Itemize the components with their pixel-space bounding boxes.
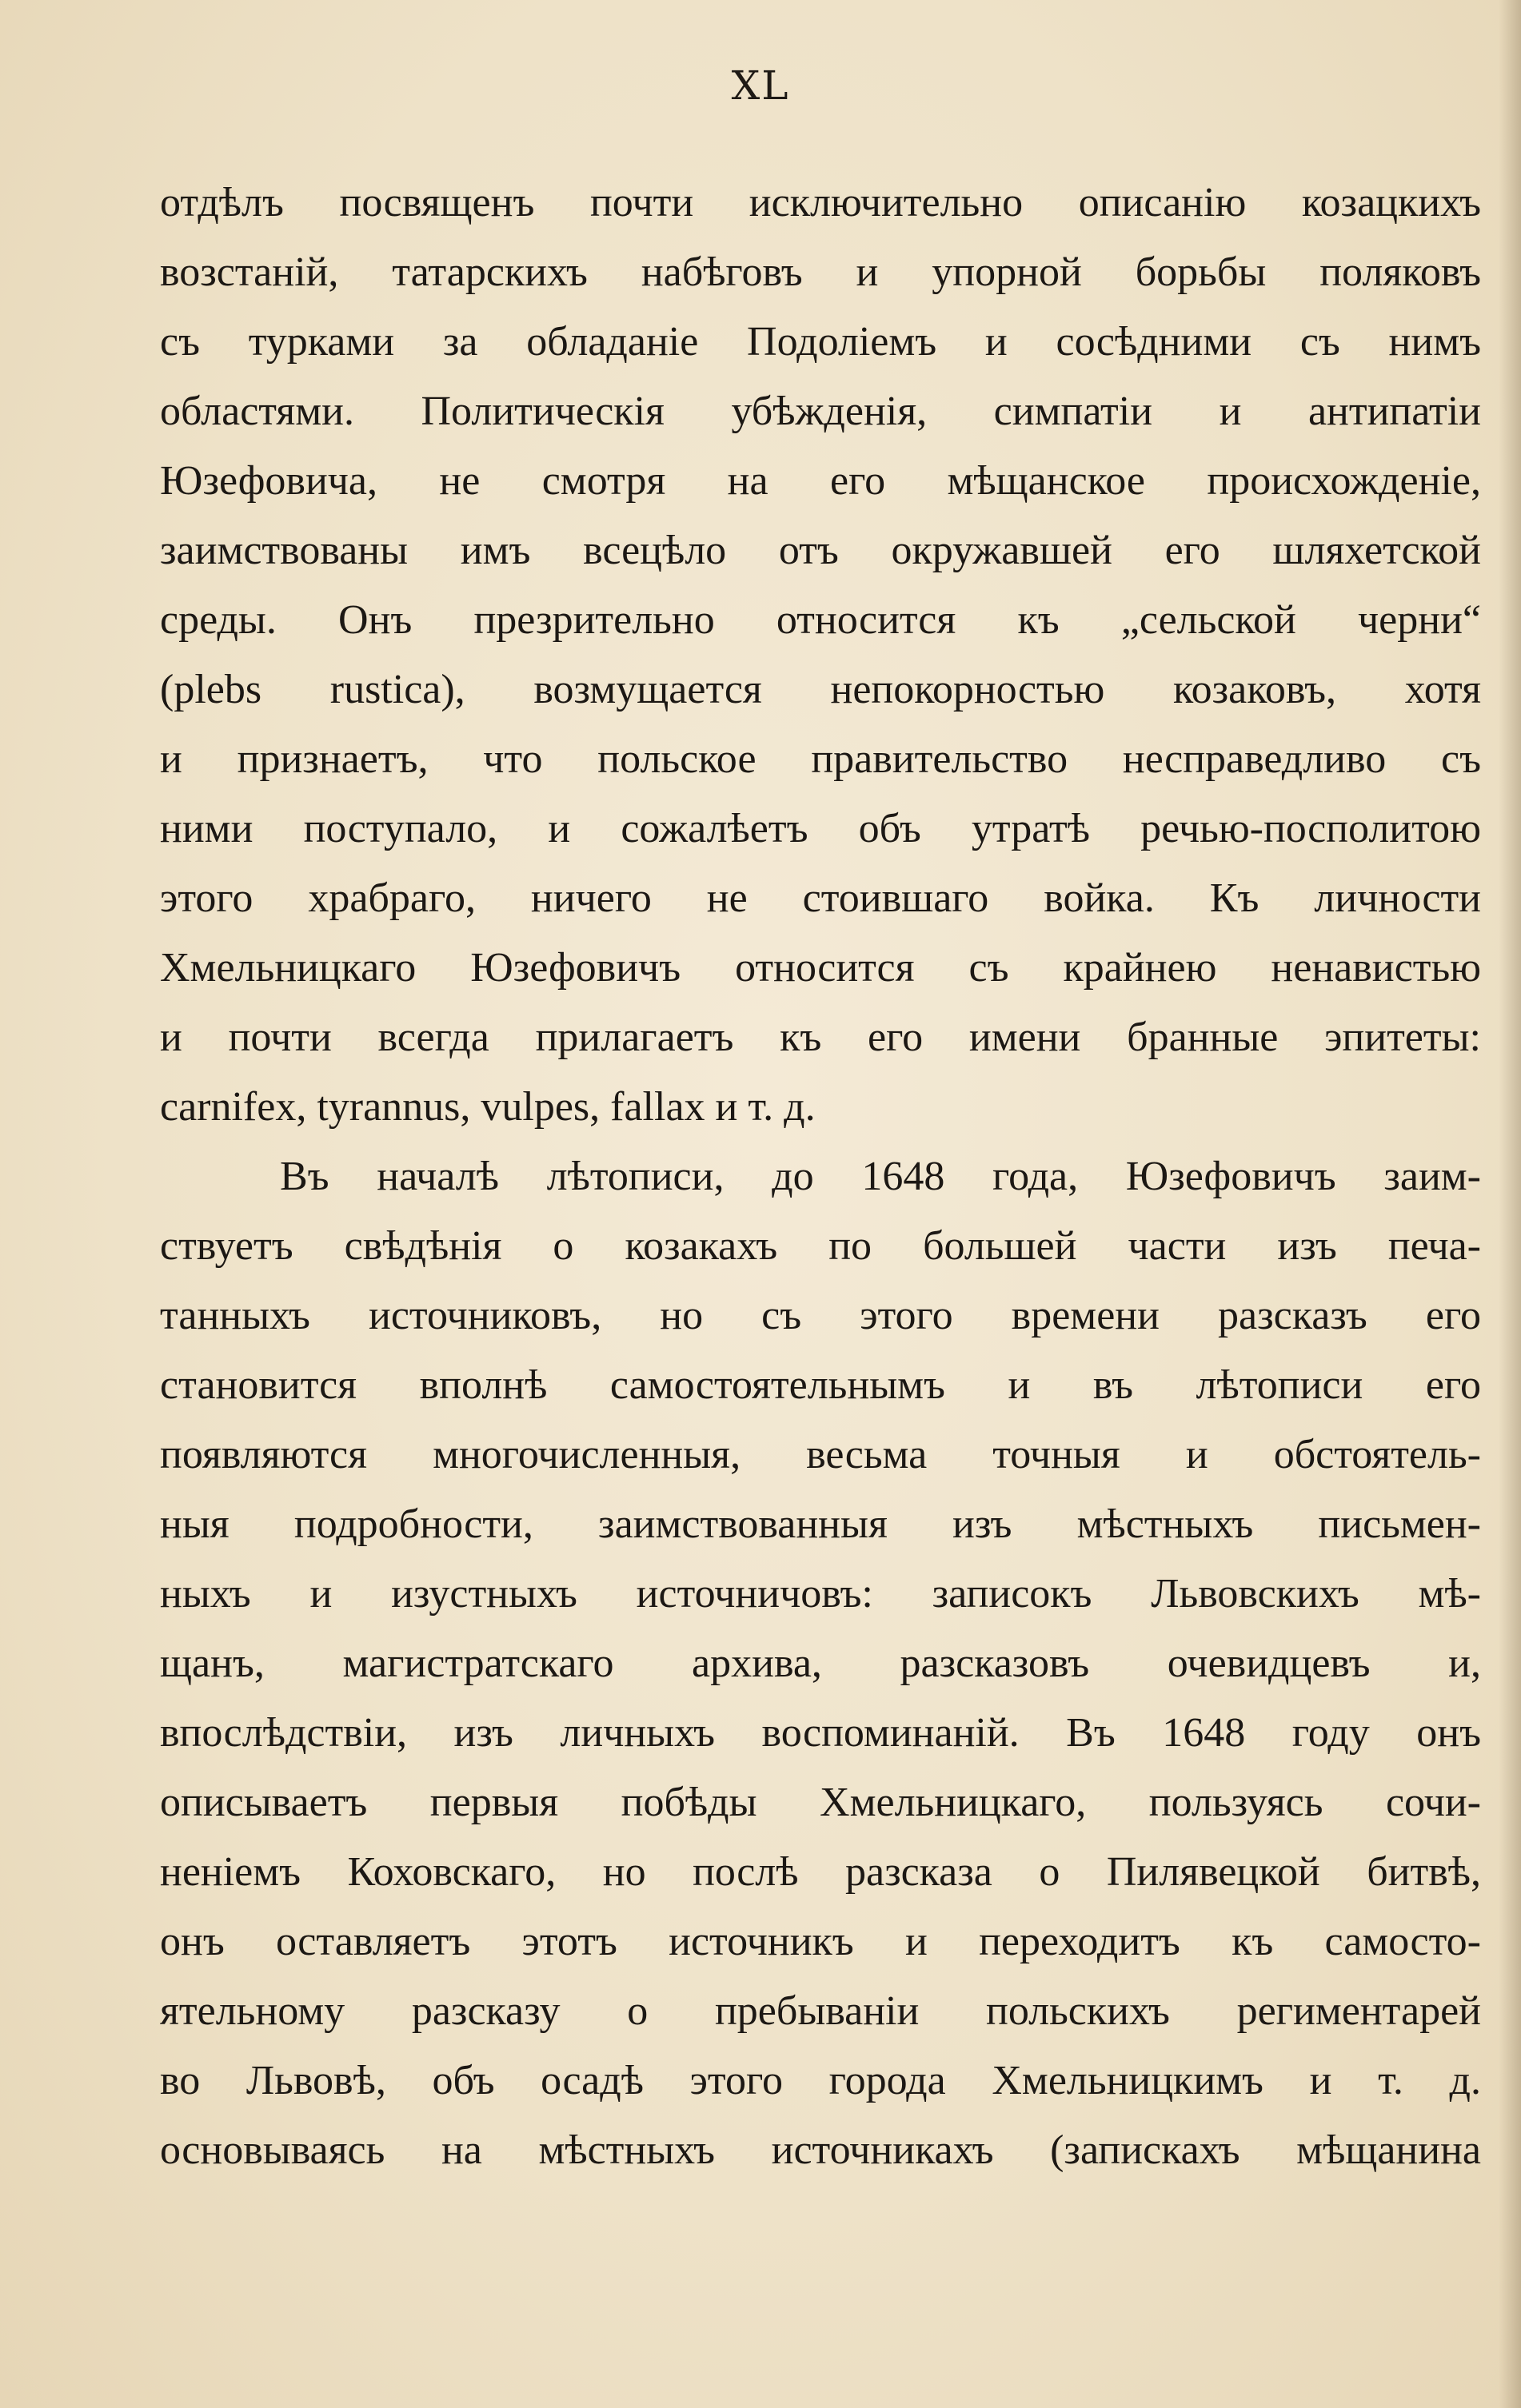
text-line: отдѣлъ посвященъ почти исключительно описанію козацкихъ bbox=[160, 180, 1481, 225]
text-line: заимствованы имъ всецѣло отъ окружавшей его шляхетской bbox=[160, 528, 1481, 573]
text-line: ныхъ и изустныхъ источничовъ: записокъ Львовскихъ мѣ- bbox=[160, 1571, 1481, 1617]
text-line: описываетъ первыя побѣды Хмельницкаго, пользуясь сочи- bbox=[160, 1780, 1481, 1825]
text-line: впослѣдствіи, изъ личныхъ воспоминаній. Въ 1648 году онъ bbox=[160, 1710, 1481, 1756]
text-line: появляются многочисленныя, весьма точныя и обстоятель- bbox=[160, 1432, 1481, 1477]
page-number: XL bbox=[731, 62, 790, 109]
text-line: среды. Онъ презрительно относится къ „сельской черни“ bbox=[160, 597, 1481, 643]
text-line: Юзефовича, не смотря на его мѣщанское происхожденіе, bbox=[160, 458, 1481, 504]
text-line: (plebs rustica), возмущается непокорностью козаковъ, хотя bbox=[160, 667, 1481, 712]
text-line: онъ оставляетъ этотъ источникъ и переходитъ къ самосто- bbox=[160, 1919, 1481, 1964]
text-line: неніемъ Коховскаго, но послѣ разсказа о Пилявецкой битвѣ, bbox=[160, 1849, 1481, 1895]
text-line: основываясь на мѣстныхъ источникахъ (запискахъ мѣщанина bbox=[160, 2127, 1481, 2173]
text-line: Въ началѣ лѣтописи, до 1648 года, Юзефовичъ заим- bbox=[280, 1154, 1481, 1199]
text-line: ныя подробности, заимствованныя изъ мѣстныхъ письмен- bbox=[160, 1501, 1481, 1547]
text-line: ними поступало, и сожалѣетъ объ утратѣ речью-посполитою bbox=[160, 806, 1481, 851]
body-text bbox=[160, 168, 1481, 2185]
text-line: этого храбраго, ничего не стоившаго войка. Къ личности bbox=[160, 875, 1481, 921]
text-line: ятельному разсказу о пребываніи польскихъ региментарей bbox=[160, 1988, 1481, 2034]
text-line: во Львовѣ, объ осадѣ этого города Хмельницкимъ и т. д. bbox=[160, 2058, 1481, 2103]
text-line: съ турками за обладаніе Подоліемъ и сосѣдними съ нимъ bbox=[160, 319, 1481, 365]
text-line: танныхъ источниковъ, но съ этого времени разсказъ его bbox=[160, 1293, 1481, 1338]
text-line: возстаній, татарскихъ набѣговъ и упорной борьбы поляковъ bbox=[160, 249, 1481, 295]
text-line: становится вполнѣ самостоятельнымъ и въ лѣтописи его bbox=[160, 1362, 1481, 1408]
text-line: щанъ, магистратскаго архива, разсказовъ очевидцевъ и, bbox=[160, 1641, 1481, 1686]
text-line: ствуетъ свѣдѣнія о козакахъ по большей части изъ печа- bbox=[160, 1223, 1481, 1269]
text-line: carnifex, tyrannus, vulpes, fallax и т. д. bbox=[160, 1084, 816, 1130]
text-line: Хмельницкаго Юзефовичъ относится съ крайнею ненавистью bbox=[160, 945, 1481, 991]
paragraph-1 bbox=[160, 168, 1481, 1142]
text-line: и почти всегда прилагаетъ къ его имени бранные эпитеты: bbox=[160, 1015, 1481, 1060]
text-line: и признаетъ, что польское правительство несправедливо съ bbox=[160, 736, 1481, 782]
paragraph-2 bbox=[160, 1142, 1481, 2185]
page-edge-shadow bbox=[1499, 0, 1521, 2408]
text-line: областями. Политическія убѣжденія, симпатіи и антипатіи bbox=[160, 389, 1481, 434]
